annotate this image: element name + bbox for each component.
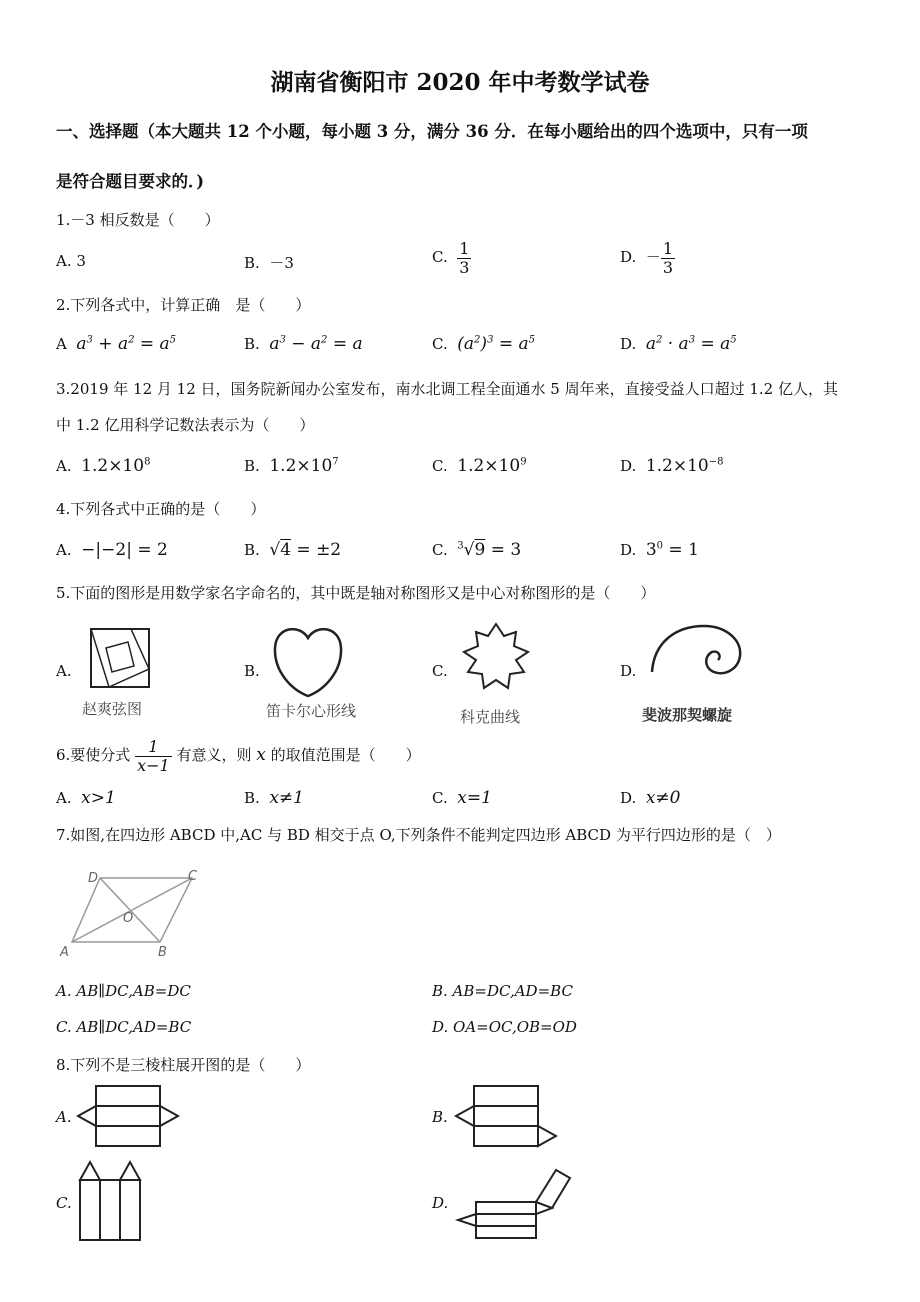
point-o-label: O	[123, 911, 134, 926]
q2-option-c: C. $(a^2)^3 = a^5$	[432, 334, 535, 354]
q7-option-c: C. AB∥DC,AD=BC	[56, 1018, 192, 1036]
koch-snowflake-diagram	[460, 620, 532, 702]
q3-option-b: B. $1.2\times 10^7$	[244, 456, 339, 476]
q5-option-d-label: D.	[620, 662, 637, 680]
prism-net-c	[76, 1160, 146, 1242]
point-a-label: A	[60, 945, 69, 960]
q5-caption-b: 笛卡尔心形线	[266, 702, 357, 720]
q7-stem: 7.如图,在四边形 ABCD 中,AC 与 BD 相交于点 O,下列条件不能判定四边形 ABCD 为平行四边形的是（ ）	[56, 826, 781, 844]
prism-net-b	[452, 1084, 562, 1148]
q1-option-b: B. －3	[244, 254, 294, 272]
fibonacci-spiral-diagram	[646, 622, 746, 682]
q8-stem: 8.下列不是三棱柱展开图的是（ ）	[56, 1056, 311, 1074]
q2-stem: 2.下列各式中，计算正确 是（ ）	[56, 296, 311, 314]
q2-option-d: D. $a^2 \cdot a^3 = a^5$	[620, 334, 737, 354]
q4-stem: 4.下列各式中正确的是（ ）	[56, 500, 266, 518]
q6-option-b: B. x≠1	[244, 788, 304, 808]
q6-option-a: A. x>1	[56, 788, 116, 808]
q7-option-a: A. AB∥DC,AB=DC	[56, 982, 191, 1000]
q3-stem-line2: 中 1.2 亿用科学记数法表示为（ ）	[56, 416, 315, 434]
q5-option-c-label: C.	[432, 662, 448, 680]
q3-stem-line1: 3.2019 年 12 月 12 日，国务院新闻办公室发布，南水北调工程全面通水 5 周年来，直接受益人口超过 1.2 亿人，其	[56, 380, 838, 398]
q5-option-a-label: A.	[56, 662, 72, 680]
prism-net-a	[76, 1084, 186, 1148]
point-b-label: B	[158, 945, 167, 960]
point-d-label: D	[88, 871, 99, 886]
q5-stem: 5.下面的图形是用数学家名字命名的，其中既是轴对称图形又是中心对称图形的是（ ）	[56, 584, 656, 602]
q5-caption-a: 赵爽弦图	[82, 700, 143, 718]
q1-stem: 1.－3 相反数是（ ）	[56, 211, 220, 229]
q8-option-d-label: D.	[432, 1194, 449, 1212]
q4-option-d: D. $3^0 = 1$	[620, 540, 699, 560]
q1-option-c: C. $\frac{1}{3}$	[432, 239, 470, 277]
q8-option-b-label: B.	[432, 1108, 448, 1126]
parallelogram-diagram	[60, 866, 210, 958]
q8-option-c-label: C.	[56, 1194, 72, 1212]
cardioid-diagram	[270, 624, 346, 700]
q3-option-c: C. $1.2\times 10^9$	[432, 456, 527, 476]
zhao-shuang-diagram	[88, 626, 158, 696]
q5-caption-c: 科克曲线	[460, 708, 521, 726]
q1-option-d: D. － $\frac{1}{3}$	[620, 239, 674, 277]
q5-caption-d: 斐波那契螺旋	[642, 706, 733, 724]
point-c-label: C	[188, 869, 198, 884]
q2-option-a: A $a^3 + a^2 = a^5$	[56, 334, 177, 354]
q6-stem: 6.要使分式 $\frac{1}{x-1}$ 有意义，则 x 的取值范围是（ ）	[56, 737, 421, 775]
q6-option-d: D. x≠0	[620, 788, 681, 808]
q3-option-a: A. $1.2\times 10^8$	[56, 456, 151, 476]
section-heading-line2: 是符合题目要求的．)	[56, 172, 205, 191]
q6-option-c: C. x=1	[432, 788, 492, 808]
section-heading-line1: 一、选择题（本大题共 12 个小题，每小题 3 分，满分 36 分．在每小题给出的四个选项中，只有一项	[56, 122, 808, 141]
q2-option-b: B. $a^3 - a^2 = a$	[244, 334, 363, 354]
q4-option-b: B. √4 = ±2	[244, 540, 342, 560]
prism-net-d	[452, 1160, 582, 1242]
q5-option-b-label: B.	[244, 662, 260, 680]
q4-option-c: C. $^3$√9 = 3	[432, 540, 522, 560]
q3-option-d: D. $1.2\times 10^{-8}$	[620, 456, 724, 476]
q7-option-b: B. AB=DC,AD=BC	[432, 982, 573, 1000]
q7-option-d: D. OA=OC,OB=OD	[432, 1018, 577, 1036]
page-title: 湖南省衡阳市 2020 年中考数学试卷	[270, 69, 650, 96]
q1-option-a: A. 3	[56, 252, 86, 270]
q8-option-a-label: A.	[56, 1108, 72, 1126]
q4-option-a: A. −|−2| = 2	[56, 540, 168, 560]
